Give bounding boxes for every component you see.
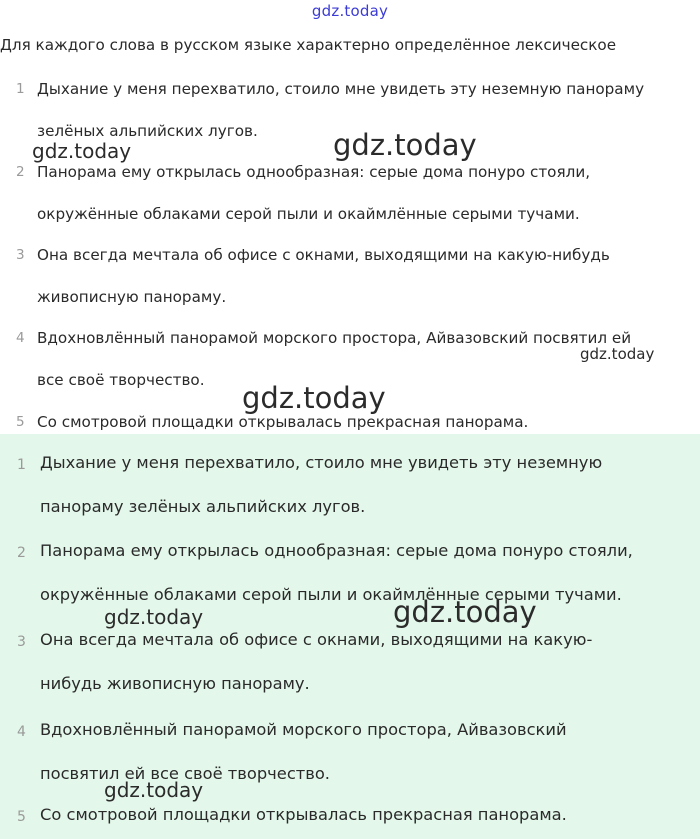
answer-number: 5 [17, 809, 26, 825]
answer-number: 3 [17, 634, 26, 650]
answer-line: окружённые облаками серой пыли и окаймлённые серыми тучами. [40, 585, 622, 604]
answer-text [40, 627, 592, 715]
example-line: Она всегда мечтала об офисе с окнами, выходящими на какую-нибудь [37, 246, 610, 264]
answer-number: 4 [17, 724, 26, 740]
answer-text [40, 802, 567, 839]
answer-block [0, 434, 700, 839]
answer-number: 1 [17, 457, 26, 473]
example-line: все своё творчество. [37, 371, 205, 389]
example-line: Вдохновлённый панорамой морского простора, Айвазовский посвятил ей [37, 329, 632, 347]
answer-line: панораму зелёных альпийских лугов. [40, 497, 366, 516]
site-header-link[interactable]: gdz.today [311, 2, 389, 20]
answer-line: Со смотровой площадки открывалась прекрасная панорама. [40, 805, 567, 824]
example-line: Со смотровой площадки открывалась прекрасная панорама. [37, 413, 529, 431]
example-line: окружённые облаками серой пыли и окаймлённые серыми тучами. [37, 205, 580, 223]
watermark-text: gdz.today [393, 595, 537, 629]
answer-number: 2 [17, 545, 26, 561]
example-text [37, 161, 590, 245]
answer-line: Вдохновлённый панорамой морского простора, Айвазовский [40, 720, 567, 739]
example-line: Дыхание у меня перехватило, стоило мне увидеть эту неземную панораму [37, 80, 645, 98]
example-number: 1 [16, 81, 25, 97]
example-line: живописную панораму. [37, 288, 227, 306]
example-text [37, 78, 644, 162]
example-line: зелёных альпийских лугов. [37, 122, 258, 140]
answer-text [40, 538, 633, 612]
answer-line: Дыхание у меня перехватило, стоило мне увидеть эту неземную [40, 453, 603, 472]
example-number: 2 [16, 164, 25, 180]
example-number: 3 [16, 247, 25, 263]
example-number: 5 [16, 414, 25, 430]
answer-text [40, 450, 602, 538]
watermark-text: gdz.today [333, 128, 477, 162]
answer-line: Панорама ему открылась однообразная: серые дома понуро стояли, [40, 541, 633, 560]
example-number: 4 [16, 330, 25, 346]
watermark-text: gdz.today [32, 139, 132, 163]
watermark-text: gdz.today [104, 605, 204, 629]
question-text: Для каждого слова в русском языке характерно определённое лексическое [0, 36, 617, 54]
example-line: Панорама ему открылась однообразная: серые дома понуро стояли, [37, 163, 591, 181]
answer-line: нибудь живописную панораму. [40, 674, 310, 693]
example-text [37, 327, 631, 411]
answer-text [40, 717, 567, 805]
example-text [37, 244, 610, 328]
answer-line: посвятил ей все своё творчество. [40, 764, 330, 783]
watermark-text: gdz.today [580, 345, 655, 363]
watermark-text: gdz.today [242, 381, 386, 415]
answer-line: Она всегда мечтала об офисе с окнами, выходящими на какую- [40, 630, 593, 649]
watermark-text: gdz.today [104, 778, 204, 802]
